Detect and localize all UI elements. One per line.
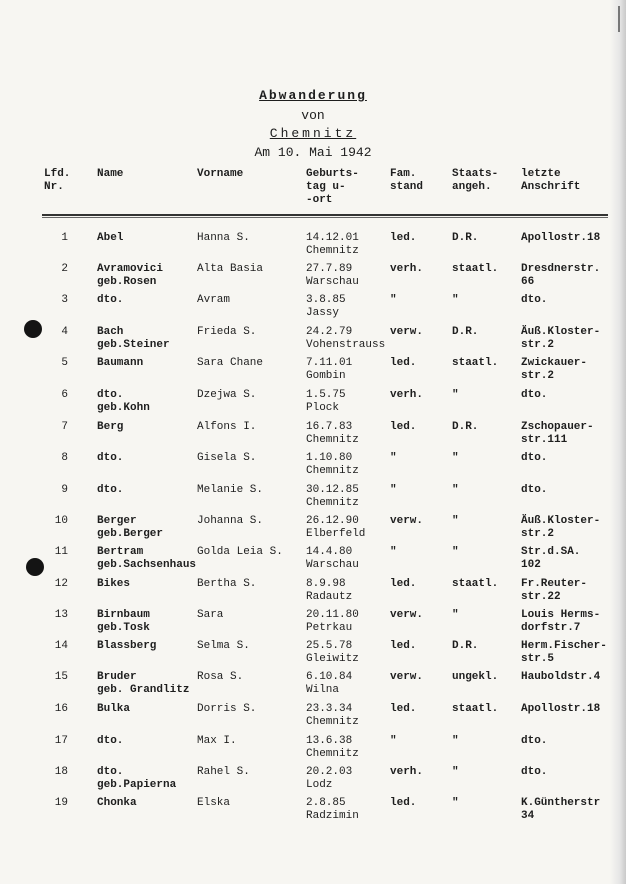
entry-family-status: verh.	[390, 766, 424, 778]
entry-number: 1	[61, 232, 68, 244]
entry-nationality: "	[452, 484, 459, 496]
entry-number: 10	[54, 515, 68, 527]
document-title: Abwanderung	[259, 88, 367, 103]
entry-birth: 26.12.90 Elberfeld	[306, 515, 366, 540]
entry-surname: dto. geb.Papierna	[97, 766, 177, 791]
col-header-name: Name	[97, 168, 124, 180]
table-row	[0, 766, 626, 798]
table-row	[0, 294, 626, 326]
entry-nationality: D.R.	[452, 232, 479, 244]
entry-nationality: "	[452, 766, 459, 778]
table-row	[0, 515, 626, 547]
entry-birth: 20.11.80 Petrkau	[306, 609, 359, 634]
entry-number: 3	[61, 294, 68, 306]
entry-last-address: Herm.Fischer- str.5	[521, 640, 607, 665]
entry-number: 14	[54, 640, 68, 652]
entry-birth: 3.8.85 Jassy	[306, 294, 346, 319]
entry-number: 19	[54, 797, 68, 809]
entry-number: 9	[61, 484, 68, 496]
table-row	[0, 357, 626, 389]
entry-last-address: dto.	[521, 735, 548, 747]
entry-surname: Blassberg	[97, 640, 157, 652]
entry-last-address: dto.	[521, 294, 548, 306]
entry-surname: Bruder geb. Grandlitz	[97, 671, 190, 696]
entry-family-status: led.	[390, 640, 417, 652]
entry-birth: 1.10.80 Chemnitz	[306, 452, 359, 477]
entry-number: 12	[54, 578, 68, 590]
table-row	[0, 640, 626, 672]
entry-family-status: verw.	[390, 671, 424, 683]
entry-surname: Bulka	[97, 703, 131, 715]
col-header-famstand: Fam. stand	[390, 168, 424, 193]
entry-first-name: Melanie S.	[197, 484, 264, 496]
table-row	[0, 263, 626, 295]
entry-first-name: Alfons I.	[197, 421, 257, 433]
entry-birth: 8.9.98 Radautz	[306, 578, 353, 603]
title-date: Am 10. Mai 1942	[254, 145, 372, 160]
table-row	[0, 609, 626, 641]
col-header-anschrift: letzte Anschrift	[521, 168, 581, 193]
header-rule-thin	[42, 217, 608, 218]
entry-nationality: D.R.	[452, 640, 479, 652]
entry-last-address: dto.	[521, 766, 548, 778]
entry-first-name: Johanna S.	[197, 515, 264, 527]
entry-surname: dto.	[97, 484, 124, 496]
col-header-vorname: Vorname	[197, 168, 244, 180]
entry-family-status: "	[390, 452, 397, 464]
title-city: Chemnitz	[269, 126, 357, 141]
entry-surname: dto.	[97, 735, 124, 747]
entry-first-name: Elska	[197, 797, 231, 809]
entry-first-name: Rahel S.	[197, 766, 250, 778]
entry-first-name: Alta Basia	[197, 263, 264, 275]
entry-first-name: Dzejwa S.	[197, 389, 257, 401]
entry-nationality: D.R.	[452, 326, 479, 338]
entry-nationality: "	[452, 797, 459, 809]
table-row	[0, 671, 626, 703]
entry-surname: dto. geb.Kohn	[97, 389, 150, 414]
entry-nationality: "	[452, 515, 459, 527]
entry-last-address: Hauboldstr.4	[521, 671, 601, 683]
entry-number: 2	[61, 263, 68, 275]
entry-first-name: Sara Chane	[197, 357, 264, 369]
entry-number: 17	[54, 735, 68, 747]
entry-last-address: Str.d.SA. 102	[521, 546, 581, 571]
entry-number: 5	[61, 357, 68, 369]
entry-last-address: Äuß.Kloster- str.2	[521, 326, 601, 351]
entry-number: 4	[61, 326, 68, 338]
entry-family-status: "	[390, 546, 397, 558]
entry-surname: Abel	[97, 232, 124, 244]
table-row	[0, 232, 626, 264]
title-von: von	[301, 108, 325, 123]
col-header-geburt: Geburts- tag u- -ort	[306, 168, 359, 206]
entry-first-name: Sara	[197, 609, 224, 621]
entry-last-address: Apollostr.18	[521, 703, 601, 715]
entry-number: 18	[54, 766, 68, 778]
entry-first-name: Hanna S.	[197, 232, 250, 244]
entry-last-address: dto.	[521, 484, 548, 496]
entry-birth: 27.7.89 Warschau	[306, 263, 359, 288]
entry-birth: 14.12.01 Chemnitz	[306, 232, 359, 257]
entry-first-name: Golda Leia S.	[197, 546, 283, 558]
entry-family-status: led.	[390, 232, 417, 244]
entry-family-status: verw.	[390, 515, 424, 527]
entry-birth: 1.5.75 Plock	[306, 389, 346, 414]
entry-nationality: "	[452, 294, 459, 306]
entry-nationality: "	[452, 546, 459, 558]
entry-surname: Bach geb.Steiner	[97, 326, 170, 351]
entry-family-status: "	[390, 484, 397, 496]
entry-number: 6	[61, 389, 68, 401]
entry-number: 11	[54, 546, 68, 558]
entry-family-status: led.	[390, 421, 417, 433]
entry-family-status: verw.	[390, 609, 424, 621]
col-header-nr: Lfd. Nr.	[44, 168, 71, 193]
entry-family-status: led.	[390, 357, 417, 369]
entry-nationality: staatl.	[452, 578, 499, 590]
entry-last-address: Apollostr.18	[521, 232, 601, 244]
entry-family-status: led.	[390, 703, 417, 715]
table-row	[0, 797, 626, 829]
entry-last-address: dto.	[521, 389, 548, 401]
entry-surname: Bertram geb.Sachsenhaus	[97, 546, 197, 571]
entry-last-address: Zwickauer- str.2	[521, 357, 588, 382]
entry-first-name: Gisela S.	[197, 452, 257, 464]
entry-last-address: Zschopauer- str.111	[521, 421, 594, 446]
entry-surname: Berg	[97, 421, 124, 433]
entry-family-status: led.	[390, 797, 417, 809]
entry-first-name: Frieda S.	[197, 326, 257, 338]
table-row	[0, 421, 626, 453]
entry-nationality: "	[452, 735, 459, 747]
entry-number: 15	[54, 671, 68, 683]
entry-number: 16	[54, 703, 68, 715]
entry-birth: 24.2.79 Vohenstrauss	[306, 326, 386, 351]
entry-birth: 7.11.01 Gombin	[306, 357, 353, 382]
corner-mark	[618, 6, 620, 32]
entry-nationality: "	[452, 452, 459, 464]
entry-number: 13	[54, 609, 68, 621]
entry-birth: 14.4.80 Warschau	[306, 546, 359, 571]
table-row	[0, 578, 626, 610]
entry-first-name: Max I.	[197, 735, 237, 747]
entry-surname: dto.	[97, 294, 124, 306]
entry-first-name: Avram	[197, 294, 231, 306]
col-header-staat: Staats- angeh.	[452, 168, 499, 193]
entry-birth: 13.6.38 Chemnitz	[306, 735, 359, 760]
entry-birth: 16.7.83 Chemnitz	[306, 421, 359, 446]
entry-surname: Baumann	[97, 357, 144, 369]
entry-family-status: verh.	[390, 263, 424, 275]
entry-nationality: D.R.	[452, 421, 479, 433]
entry-birth: 2.8.85 Radzimin	[306, 797, 359, 822]
entry-surname: dto.	[97, 452, 124, 464]
entry-nationality: staatl.	[452, 263, 499, 275]
entry-nationality: "	[452, 609, 459, 621]
table-row	[0, 703, 626, 735]
entry-family-status: verw.	[390, 326, 424, 338]
table-row	[0, 484, 626, 516]
entry-first-name: Bertha S.	[197, 578, 257, 590]
entry-surname: Chonka	[97, 797, 137, 809]
entry-last-address: Äuß.Kloster- str.2	[521, 515, 601, 540]
entry-family-status: verh.	[390, 389, 424, 401]
entry-last-address: Fr.Reuter- str.22	[521, 578, 588, 603]
entry-family-status: "	[390, 294, 397, 306]
entry-surname: Bikes	[97, 578, 131, 590]
table-row	[0, 735, 626, 767]
entry-surname: Birnbaum geb.Tosk	[97, 609, 150, 634]
entry-birth: 23.3.34 Chemnitz	[306, 703, 359, 728]
entry-nationality: staatl.	[452, 703, 499, 715]
entry-family-status: led.	[390, 578, 417, 590]
entry-first-name: Dorris S.	[197, 703, 257, 715]
entry-last-address: dto.	[521, 452, 548, 464]
entry-family-status: "	[390, 735, 397, 747]
table-row	[0, 389, 626, 421]
entry-nationality: "	[452, 389, 459, 401]
entry-birth: 20.2.03 Lodz	[306, 766, 353, 791]
entry-nationality: staatl.	[452, 357, 499, 369]
entry-birth: 6.10.84 Wilna	[306, 671, 353, 696]
entry-birth: 25.5.78 Gleiwitz	[306, 640, 359, 665]
entry-birth: 30.12.85 Chemnitz	[306, 484, 359, 509]
entry-number: 7	[61, 421, 68, 433]
table-row	[0, 326, 626, 358]
entry-last-address: Louis Herms- dorfstr.7	[521, 609, 601, 634]
entry-last-address: K.Güntherstr 34	[521, 797, 601, 822]
entry-first-name: Selma S.	[197, 640, 250, 652]
entry-surname: Avramovici geb.Rosen	[97, 263, 164, 288]
entry-last-address: Dresdnerstr. 66	[521, 263, 601, 288]
table-row	[0, 452, 626, 484]
entry-number: 8	[61, 452, 68, 464]
entry-first-name: Rosa S.	[197, 671, 244, 683]
entry-surname: Berger geb.Berger	[97, 515, 164, 540]
header-rule	[42, 214, 608, 216]
entry-nationality: ungekl.	[452, 671, 499, 683]
table-row	[0, 546, 626, 578]
